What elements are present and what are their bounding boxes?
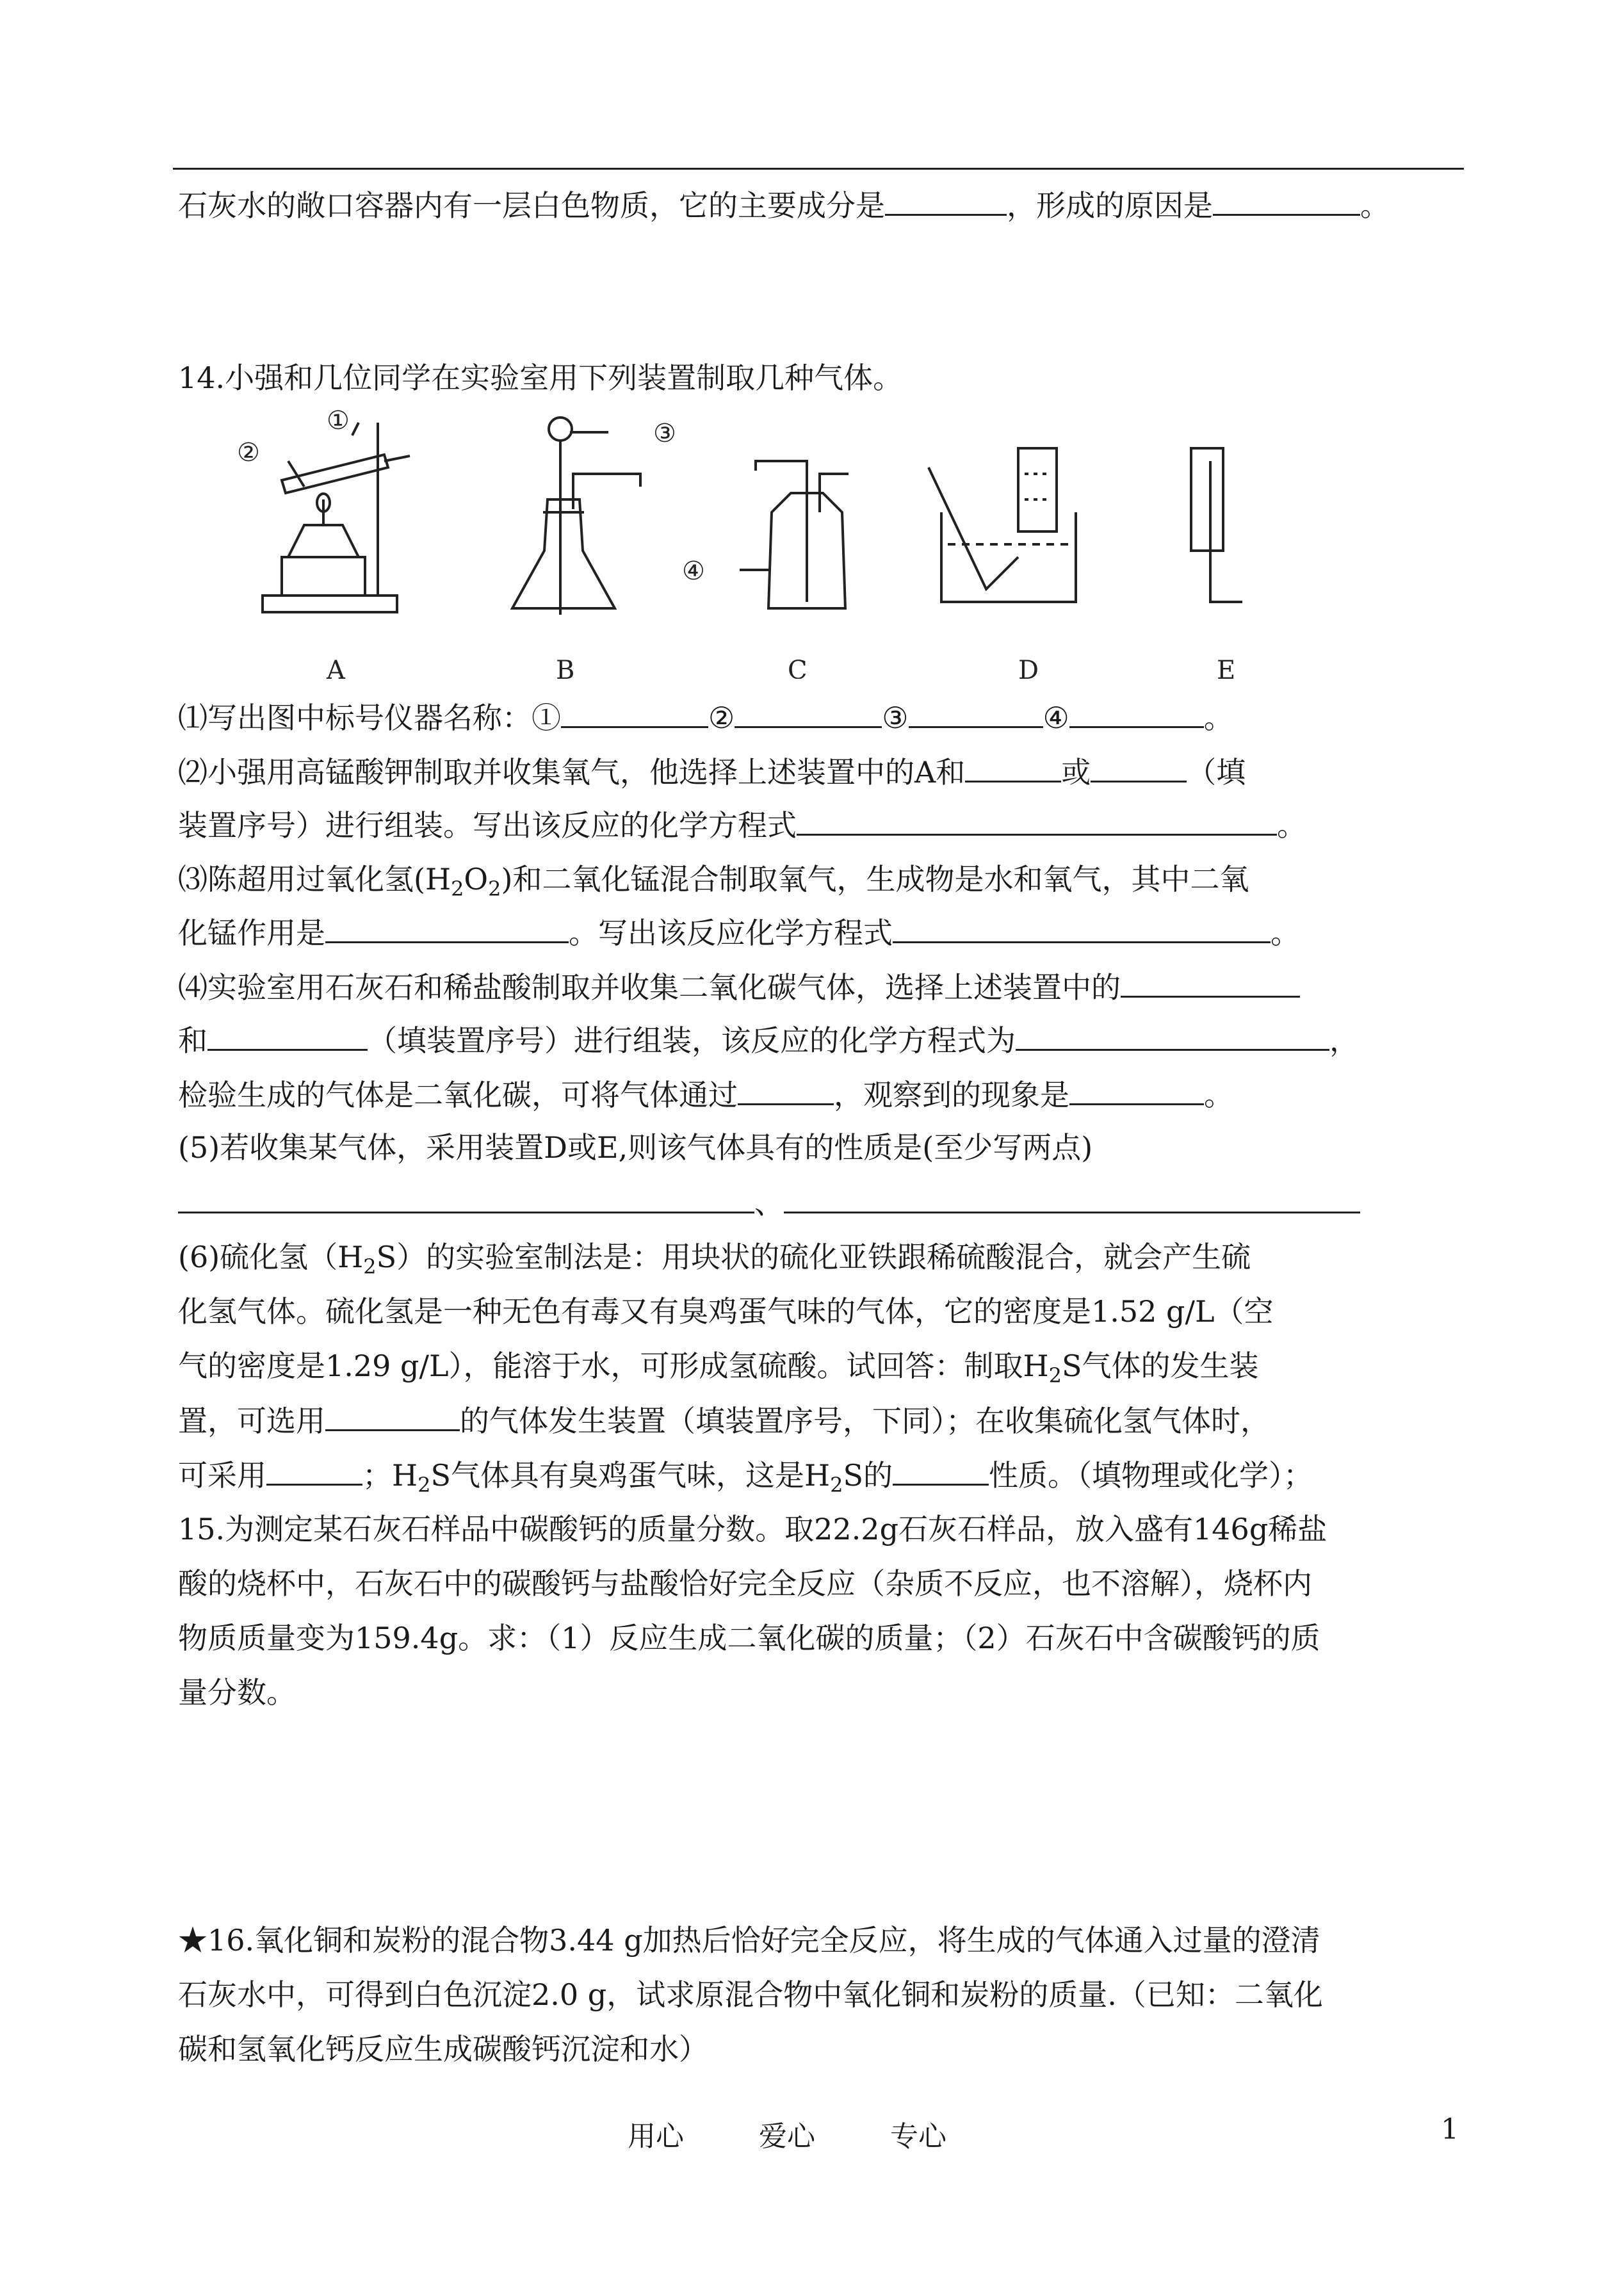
q14-p1: ⑴写出图中标号仪器名称：① ② ③ ④ 。: [178, 698, 1233, 737]
header-rule: [173, 168, 1464, 170]
q14-p2a: ⑵小强用高锰酸钾制取并收集氧气，他选择上述装置中的A和 或 （填: [178, 752, 1246, 791]
header-question-line: 石灰水的敞口容器内有一层白色物质，它的主要成分是 ，形成的原因是 。: [178, 186, 1390, 225]
q14-p4c: 检验生成的气体是二氧化碳，可将气体通过 ，观察到的现象是 。: [178, 1075, 1233, 1114]
footer-text-1: 用心: [628, 2120, 684, 2153]
label-b: B: [556, 656, 575, 679]
q14-p6c: 气的密度是1.29 g/L），能溶于水，可形成氢硫酸。试回答：制取$H_2S$气体的发生装: [178, 1349, 1259, 1388]
apparatus-c: [740, 461, 849, 608]
marker-3: ③: [653, 419, 676, 448]
q15-line-4: 量分数。: [178, 1675, 296, 1710]
q14-p6d: 置，可选用 的气体发生装置（填装置序号，下同）；在收集硫化氢气体时，: [178, 1401, 1270, 1440]
label-e: E: [1217, 656, 1236, 679]
apparatus-figure: [192, 397, 1294, 679]
page-number: 1: [1441, 2113, 1459, 2146]
q14-p2b: 装置序号）进行组装。写出该反应的化学方程式 。: [178, 806, 1306, 845]
marker-2: ②: [237, 438, 260, 467]
apparatus-e: [1191, 448, 1242, 602]
q14-p5a: (5)若收集某气体，采用装置D或E,则该气体具有的性质是(至少写两点): [178, 1130, 1093, 1165]
q14-title: 14.小强和几位同学在实验室用下列装置制取几种气体。: [178, 361, 903, 395]
footer-text-2: 爱心: [759, 2120, 815, 2153]
q15-line-1: 15.为测定某石灰石样品中碳酸钙的质量分数。取22.2g石灰石样品，放入盛有146g稀盐: [178, 1512, 1328, 1546]
marker-1: ①: [327, 406, 350, 435]
label-d: D: [1018, 656, 1039, 679]
q16-line-2: 石灰水中，可得到白色沉淀2.0 g，试求原混合物中氧化铜和炭粉的质量.（已知：二氧化: [178, 1977, 1323, 2012]
q14-p3a: ⑶陈超用过氧化氢$(H_2O_2)$和二氧化锰混合制取氧气，生成物是水和氧气，其中二氧: [178, 862, 1249, 902]
q14-p6a: (6)硫化氢$(H_2S)$的实验室制法是：用块状的硫化亚铁跟稀硫酸混合，就会产生硫: [178, 1240, 1251, 1279]
q14-p3b: 化锰作用是 。写出该反应化学方程式 。: [178, 913, 1300, 952]
q14-p4a: ⑷实验室用石灰石和稀盐酸制取并收集二氧化碳气体，选择上述装置中的: [178, 968, 1300, 1007]
q14-p6e: 可采用 ；$H_2S$气体具有臭鸡蛋气味，这是$H_2S$的 性质。（填物理或化学）；: [178, 1456, 1313, 1504]
label-a: A: [327, 656, 345, 679]
q14-p5b: 、: [178, 1183, 1360, 1222]
q14-p4b: 和 （填装置序号）进行组装，该反应的化学方程式为 ，: [178, 1021, 1359, 1060]
apparatus-a: [263, 423, 410, 612]
q14-p6b: 化氢气体。硫化氢是一种无色有毒又有臭鸡蛋气味的气体，它的密度是1.52 g/L（空: [178, 1294, 1274, 1329]
apparatus-d: [929, 448, 1076, 602]
footer-text-3: 专心: [890, 2120, 946, 2153]
q16-line-1: ★16.氧化铜和炭粉的混合物3.44 g加热后恰好完全反应，将生成的气体通入过量的澄清: [178, 1923, 1320, 1958]
marker-4: ④: [682, 556, 705, 586]
q15-line-2: 酸的烧杯中，石灰石中的碳酸钙与盐酸恰好完全反应（杂质不反应，也不溶解），烧杯内: [178, 1566, 1312, 1601]
q15-line-3: 物质质量变为159.4g。求：（1）反应生成二氧化碳的质量；（2）石灰石中含碳酸钙的质: [178, 1621, 1320, 1655]
label-c: C: [788, 656, 808, 679]
q16-line-3: 碳和氢氧化钙反应生成碳酸钙沉淀和水）: [178, 2032, 708, 2066]
apparatus-b: [512, 418, 640, 615]
